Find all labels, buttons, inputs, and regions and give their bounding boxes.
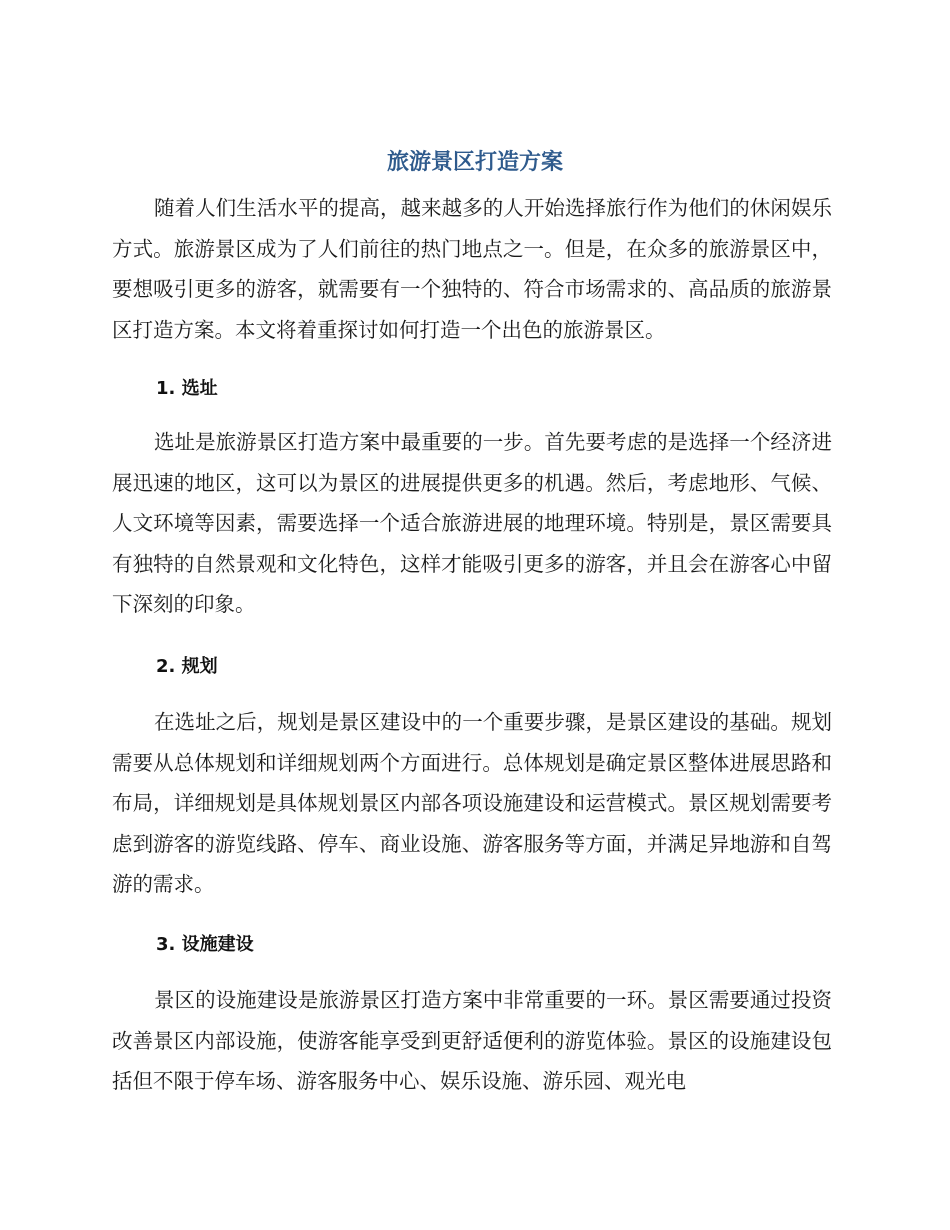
intro-paragraph: 随着人们生活水平的提高，越来越多的人开始选择旅行作为他们的休闲娱乐方式。旅游景区成为了人们前往的热门地点之一。但是，在众多的旅游景区中，要想吸引更多的游客，就需要有一个独特的、符合市场需求的、高品质的旅游景区打造方案。本文将着重探讨如何打造一个出色的旅游景区。 (112, 196, 832, 342)
section-heading-site-selection: 1. 选址 (156, 378, 218, 399)
document-title: 旅游景区打造方案 (386, 150, 563, 175)
section-body-planning: 在选址之后，规划是景区建设中的一个重要步骤，是景区建设的基础。规划需要从总体规划和详细规划两个方面进行。总体规划是确定景区整体进展思路和布局，详细规划是具体规划景区内部各项设施建设和运营模式。景区规划需要考虑到游客的游览线路、停车、商业设施、游客服务等方面，并满足异地游和自驾游的需求。 (112, 710, 832, 896)
section-body-facilities: 景区的设施建设是旅游景区打造方案中非常重要的一环。景区需要通过投资改善景区内部设施，使游客能享受到更舒适便利的游览体验。景区的设施建设包括但不限于停车场、游客服务中心、娱乐设施、游乐园、观光电 (112, 988, 832, 1093)
section-heading-planning: 2. 规划 (156, 656, 218, 677)
section-body-site-selection: 选址是旅游景区打造方案中最重要的一步。首先要考虑的是选择一个经济进展迅速的地区，这可以为景区的进展提供更多的机遇。然后，考虑地形、气候、人文环境等因素，需要选择一个适合旅游进展的地理环境。特别是，景区需要具有独特的自然景观和文化特色，这样才能吸引更多的游客，并且会在游客心中留下深刻的印象。 (112, 430, 832, 616)
section-heading-facilities: 3. 设施建设 (156, 934, 254, 955)
